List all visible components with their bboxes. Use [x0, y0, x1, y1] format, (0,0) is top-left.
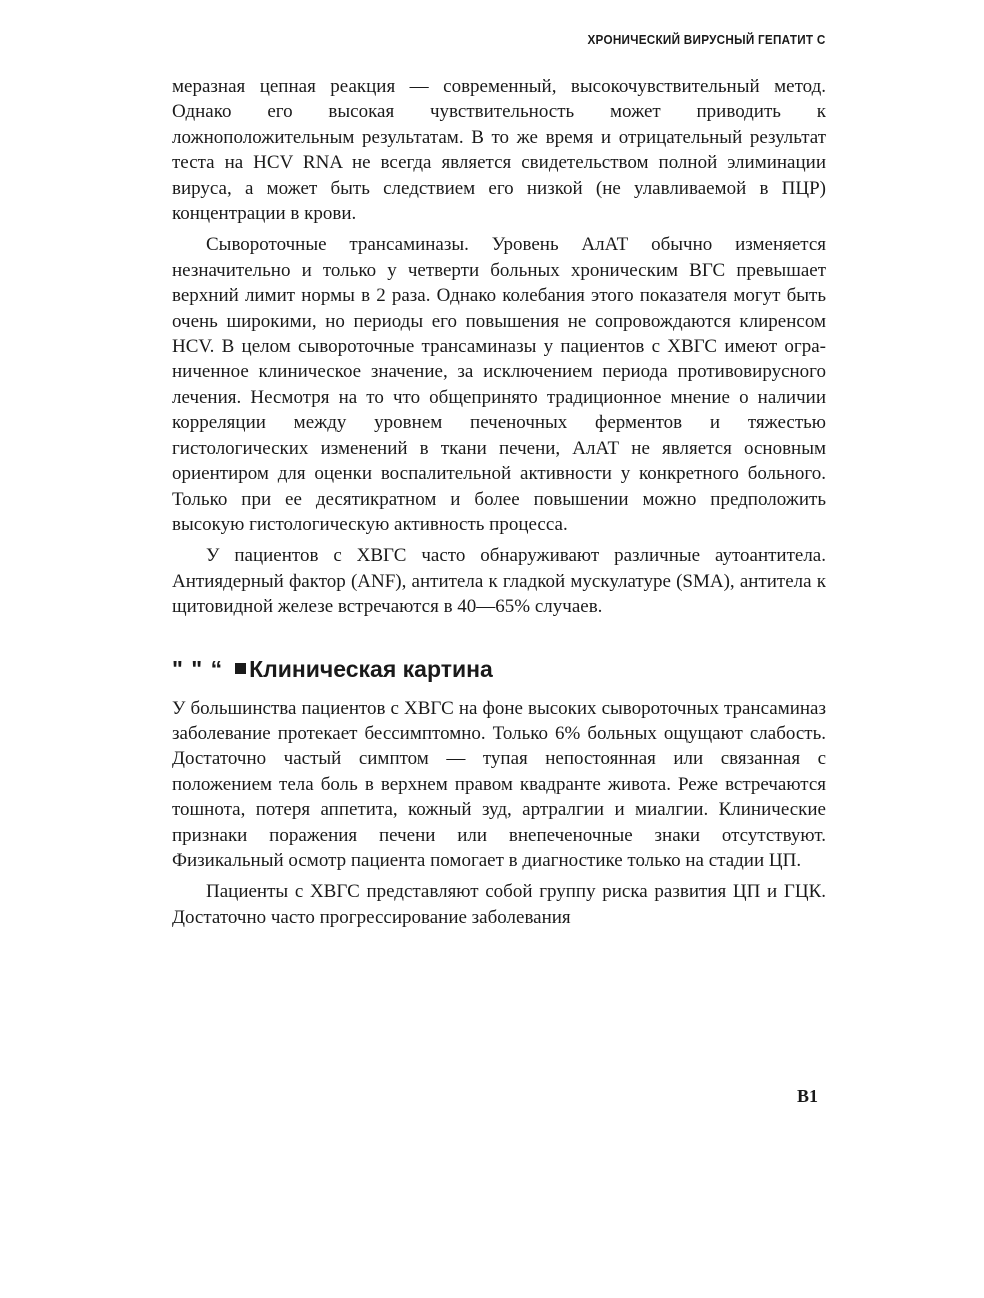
body-text — [172, 74, 826, 936]
paragraph-risk-group: Пациенты с ХВГС представляют собой группу риска развития ЦП и ГЦК. Достаточно часто прогрессирование заболевания — [172, 881, 826, 928]
square-bullet-icon — [235, 663, 246, 674]
section-heading — [172, 654, 826, 684]
paragraph-autoantibodies: У пациентов с ХВГС часто обнаруживают различные аутоантитела. Антиядерный фактор (ANF), антитела к гладкой мускулатуре (SMA), антитела к щитовидной железе встречаются в 40—65% случаев. — [172, 545, 826, 618]
paragraph-clinical-picture: У большинства пациентов с ХВГС на фоне высоких сывороточных трансаминаз заболевание протекает бессимптомно. Только 6% больных ощущают слабость. Достаточно частый симптом — тупая непостоянная или связанная с положением тела боль в верхнем правом квадранте живота. Реже встречаются тошнота, потеря аппетита, кожный зуд, артралгии и миалгии. Клинические признаки поражения печени или внепеченочные знаки отсутствуют. Физикальный осмотр пациента помогает в диагностике только на стадии ЦП. — [172, 697, 826, 871]
book-page — [172, 0, 826, 1298]
running-head: ХРОНИЧЕСКИЙ ВИРУСНЫЙ ГЕПАТИТ С — [587, 32, 826, 47]
section-title: Клиническая картина — [249, 655, 493, 682]
paragraph-pcr: меразная цепная реакция — современный, высокочувствительный метод. Однако его высокая чувствительность может приводить к ложноположительным результатам. В то же время и отрицательный результат теста на HCV RNA не всегда является свидетельством полной элиминации вируса, а может быть следствием его низкой (не улавливаемой в ПЦР) концентрации в крови. — [172, 76, 826, 225]
paragraph-transaminases: Сывороточные трансаминазы. Уровень АлАТ обычно изменяется незначительно и только у четверти больных хроническим ВГС превышает верхний лимит нормы в 2 раза. Однако колебания этого показателя могут быть очень широкими, но периоды его повышения не сопровождаются клиренсом HCV. В целом сывороточные трансаминазы у пациентов с ХВГС имеют ограниченное клиническое значение, за исключением периода противовирусного лечения. Несмотря на то что общепринято традиционное мнение о наличии корреляции между уровнем печеночных ферментов и тяжестью гистологических изменений в ткани печени, АлАТ не является основным ориентиром для оценки воспалительной активности у конкретного больного. Только при ее десятикратном и более повышении можно предположить высокую гистологическую активность процесса. — [172, 234, 826, 535]
heading-quote-marks: " " “ — [172, 655, 224, 682]
page-number: В1 — [796, 1086, 818, 1106]
